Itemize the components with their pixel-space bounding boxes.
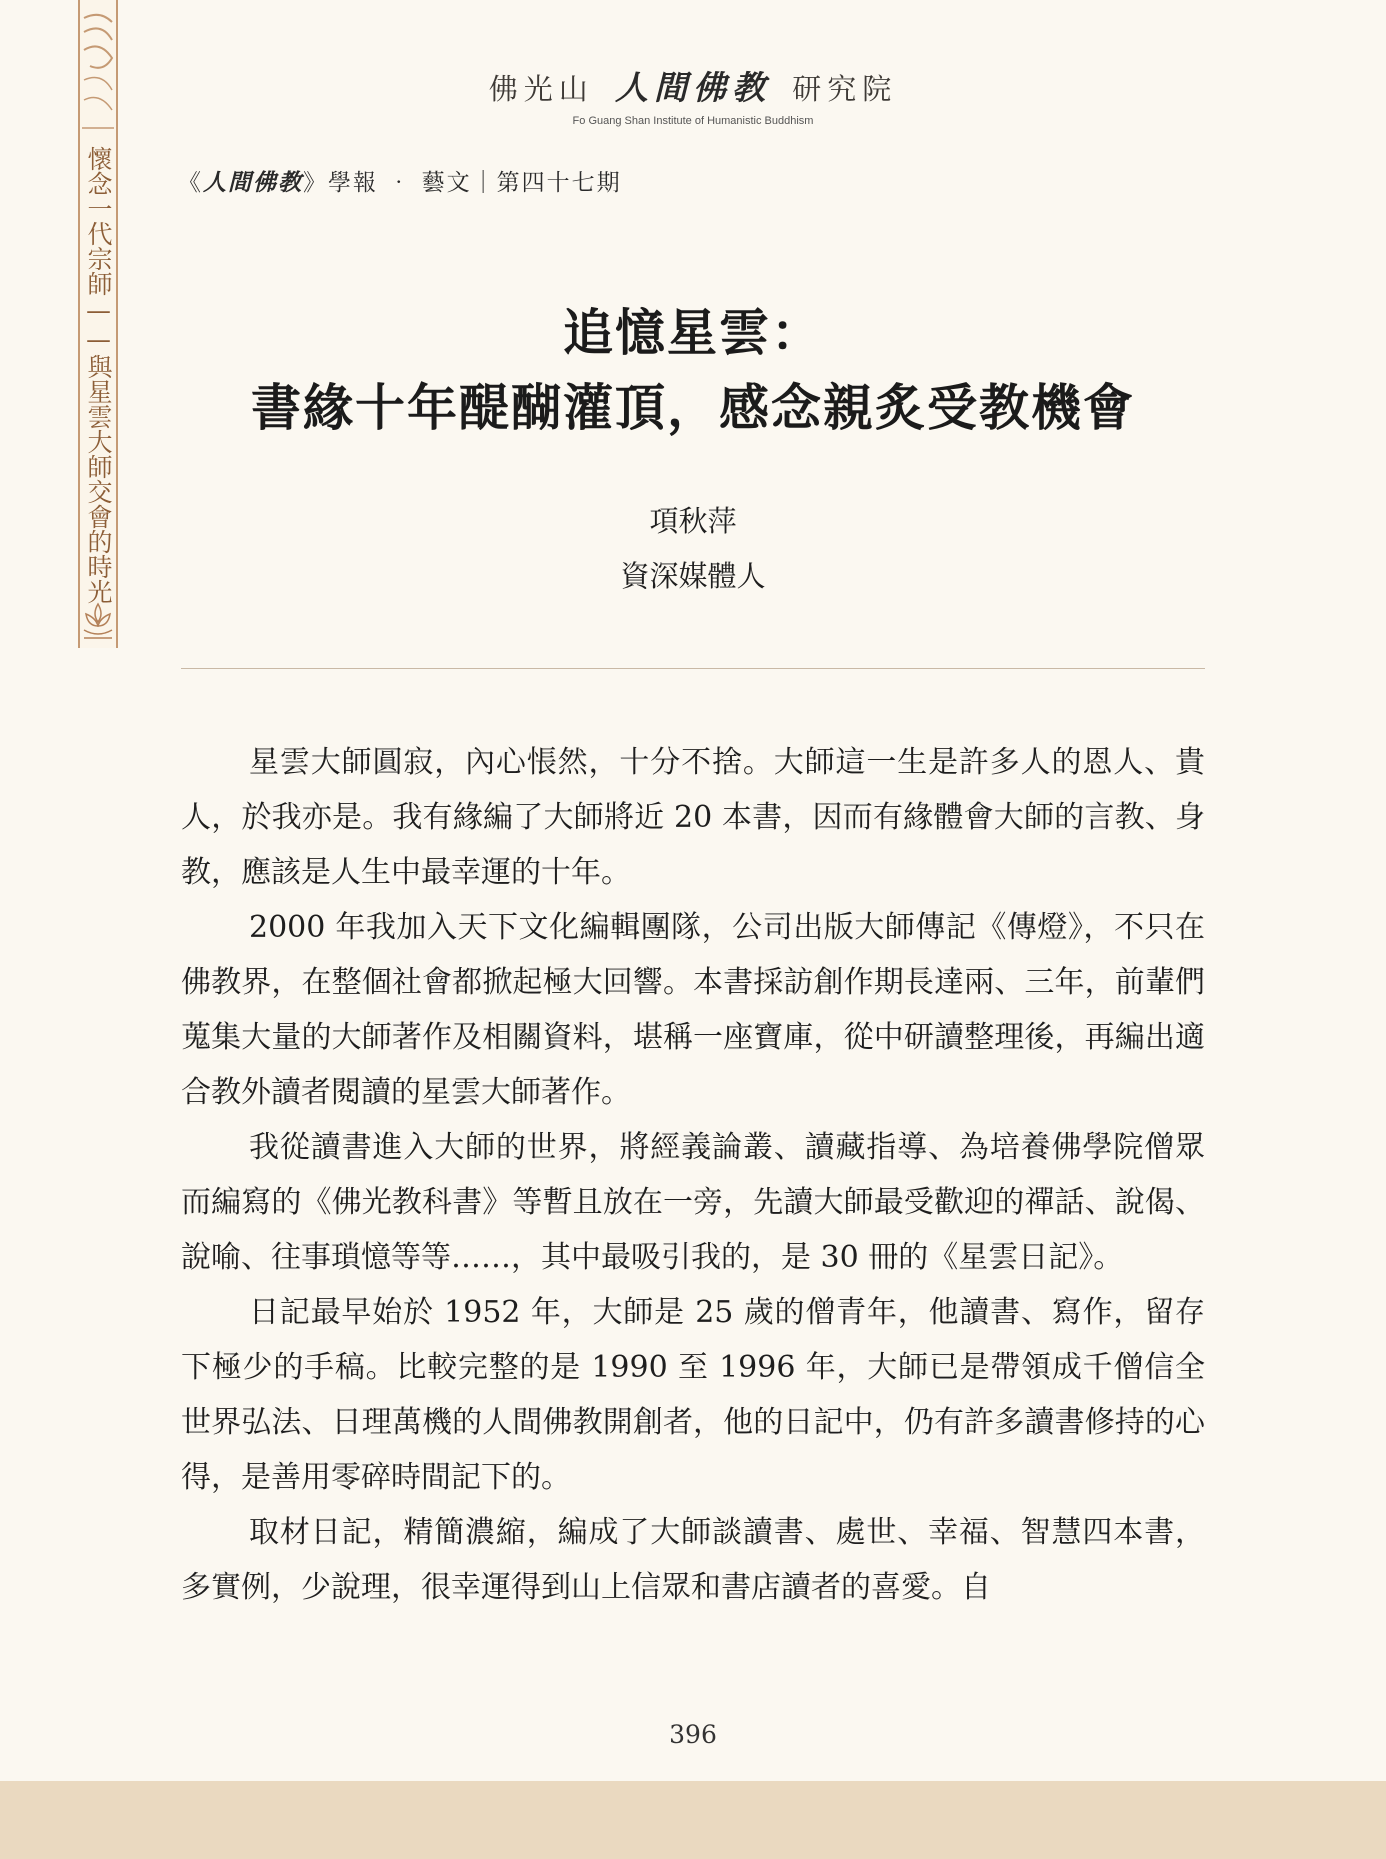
author-block	[0, 494, 1386, 604]
journal-open-bracket: 《	[178, 170, 203, 196]
institute-suffix: 研究院	[792, 72, 898, 106]
journal-brand: 人間佛教	[203, 170, 303, 196]
divider	[181, 668, 1205, 669]
author-name: 項秋萍	[649, 504, 737, 538]
lotus-icon	[80, 600, 116, 644]
title-line-2: 書緣十年醍醐灌頂，感念親炙受教機會	[251, 379, 1135, 437]
paragraph: 我從讀書進入大師的世界，將經義論叢、讀藏指導、為培養佛學院僧眾而編寫的《佛光教科書》等暫且放在一旁，先讀大師最受歡迎的禪話、說偈、說喻、往事瑣憶等等……，其中最吸引我的，是 30 冊的《星雲日記》。	[181, 1130, 1205, 1275]
paragraph: 星雲大師圓寂，內心悵然，十分不捨。大師這一生是許多人的恩人、貴人，於我亦是。我有緣編了大師將近 20 本書，因而有緣體會大師的言教、身教，應該是人生中最幸運的十年。	[181, 745, 1205, 890]
journal-issue: 》學報 ‧ 藝文｜第四十七期	[303, 170, 622, 196]
article-body	[181, 735, 1205, 1615]
footer-band	[0, 1781, 1386, 1859]
institute-name-en: Fo Guang Shan Institute of Humanistic Buddhism	[572, 115, 814, 127]
institute-name-cn	[0, 62, 1386, 109]
paragraph: 2000 年我加入天下文化編輯團隊，公司出版大師傳記《傳燈》，不只在佛教界，在整個社會都掀起極大回響。本書採訪創作期長達兩、三年，前輩們蒐集大量的大師著作及相關資料，堪稱一座寶庫，從中研讀整理後，再編出適合教外讀者閱讀的星雲大師著作。	[181, 910, 1205, 1110]
title-line-1: 追憶星雲：	[563, 304, 823, 362]
paragraph: 取材日記，精簡濃縮，編成了大師談讀書、處世、幸福、智慧四本書，多實例，少說理，很幸運得到山上信眾和書店讀者的喜愛。自	[181, 1515, 1205, 1605]
institute-brand-logo: 人間佛教	[615, 68, 771, 107]
institute-header	[0, 62, 1386, 127]
journal-header	[178, 164, 622, 197]
institute-prefix: 佛光山	[488, 72, 594, 106]
side-tab-title: 懷念一代宗師——與星雲大師交會的時光	[84, 146, 113, 604]
paragraph: 日記最早始於 1952 年，大師是 25 歲的僧青年，他讀書、寫作，留存下極少的手稿。比較完整的是 1990 至 1996 年，大師已是帶領成千僧信全世界弘法、日理萬機的人間佛教開創者，他的日記中，仍有許多讀書修持的心得，是善用零碎時間記下的。	[181, 1295, 1205, 1495]
article-title	[0, 296, 1386, 446]
author-role: 資深媒體人	[620, 559, 766, 593]
page-number: 396	[669, 1720, 717, 1749]
